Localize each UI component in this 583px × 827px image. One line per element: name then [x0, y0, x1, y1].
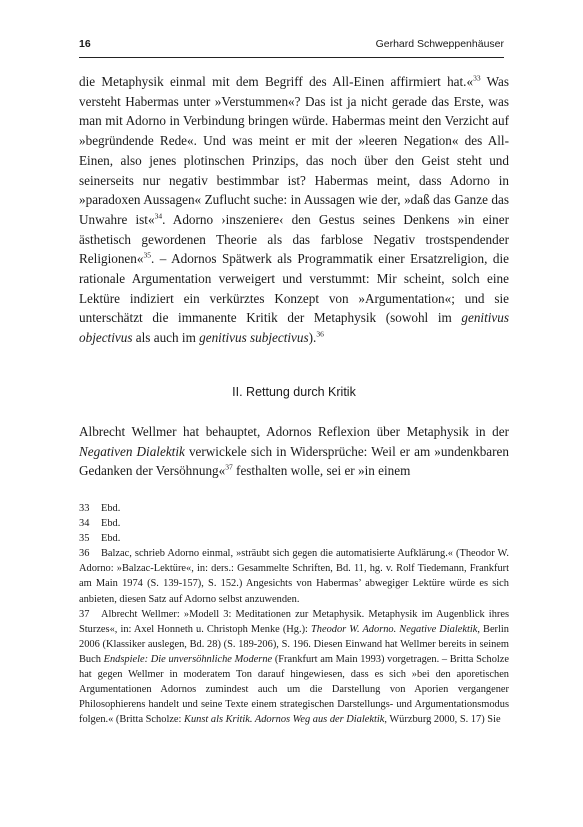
page-number: 16 — [79, 38, 91, 50]
running-header — [79, 38, 504, 54]
body-text — [79, 72, 509, 348]
running-head-author: Gerhard Schweppenhäuser — [375, 38, 504, 50]
footnote-ref-33[interactable]: 33 — [473, 73, 481, 83]
footnote-ref-34[interactable]: 34 — [154, 211, 163, 221]
footnotes — [79, 501, 509, 727]
footnote-ref-36[interactable]: 36 — [316, 329, 324, 339]
footnote-34: 34 Ebd. — [79, 518, 121, 530]
paragraph-1: die Metaphysik einmal mit dem Begriff des All-Einen affirmiert hat.«$^{33}$ Was versteht Habermas unter »Verstummen«? Das ist ja nicht gerade das Erste, was man mit Adorno in Verbindung bringen würde. Habermas meint den Verzicht auf »begründende Rede«. Und was meint er mit der »leeren Negation« des All-Einen, also jenes plotinschen Prinzips, das noch über den Geist steht und seinerseits nur negativ bestimmbar ist? Habermas meint, dass Adorno in »paradoxen Aussagen« Zuflucht suche: in Aussagen wie der, »daß das Ganze das Unwahre ist«$^{34}$. Adorno ›inszeniere‹ den Gestus seines Denkens »in einer ästhetisch gewordenen Theorie als das farblose Negativ trostspendender Religionen«$^{35}$. – Adornos Spätwerk als Programmatik einer Ersatzreligion, die rationale Argumentation verweigert und verstummt: Mir scheint, solch eine Lektüre indiziert ein verkürztes Konzept von »Argumentation«; und sie unterschätzt die immanente Kritik der Metaphysik (sowohl im genitivus objectivus als auch im genitivus subjectivus).$^{36}$ — [79, 73, 509, 346]
footnote-ref-35[interactable]: 35 — [143, 250, 151, 260]
footnote-37: 37 Albrecht Wellmer: »Modell 3: Meditationen zur Metaphysik. Metaphysik im Augenblick ihres Sturzes«, in: Axel Honneth u. Christoph Menke (Hg.): Theodor W. Adorno. Negative Dialektik, Berlin 2006 (Klassiker auslegen, Bd. 28) (S. 189-206), S. 196. Diesen Einwand hat Wellmer bereits in seinem Buch Endspiele: Die unversöhnliche Moderne (Frankfurt am Main 1993) vorgetragen. – Britta Scholze hat gegen Wellmer in moderatem Ton darauf hingewiesen, dass es sich »bei den aporetischen Argumentationen Adornos zumindest auch um die Darstellung von Aporien vergangener Philosophierens handelt und seine Texte einem strategischen Darstellungs- und Argumentationsmodus folgen.« (Britta Scholze: Kunst als Kritik. Adornos Weg aus der Dialektik, Würzburg 2000, S. 17) Sie — [79, 608, 509, 726]
footnote-33: 33 Ebd. — [79, 503, 121, 514]
section-heading: II. Rettung durch Kritik — [232, 385, 356, 399]
footnote-35: 35 Ebd. — [79, 533, 121, 545]
footnote-ref-37[interactable]: 37 — [225, 463, 233, 473]
paragraph-2: Albrecht Wellmer hat behauptet, Adornos Reflexion über Metaphysik in der Negativen Dialektik verwickele sich in Widersprüche: Weil er am »undenkbaren Gedanken der Versöhnung«$^{37}$ festhalten wolle, sei er »in einem — [79, 424, 509, 479]
footnote-36: 36 Balzac, schrieb Adorno einmal, »sträubt sich gegen die automatisierte Aufklärung.« (Theodor W. Adorno: »Balzac-Lektüre«, in: ders.: Gesammelte Schriften, Bd. 11, hg. v. Rolf Tiedemann, Frankfurt am Main 1974 (S. 139-157), S. 152.) Angesichts von Habermas’ abwegiger Lektüre würde es sich anbieten, diesen Satz auf Adorno selbst anzuwenden. — [79, 548, 509, 605]
header-rule — [79, 57, 504, 58]
